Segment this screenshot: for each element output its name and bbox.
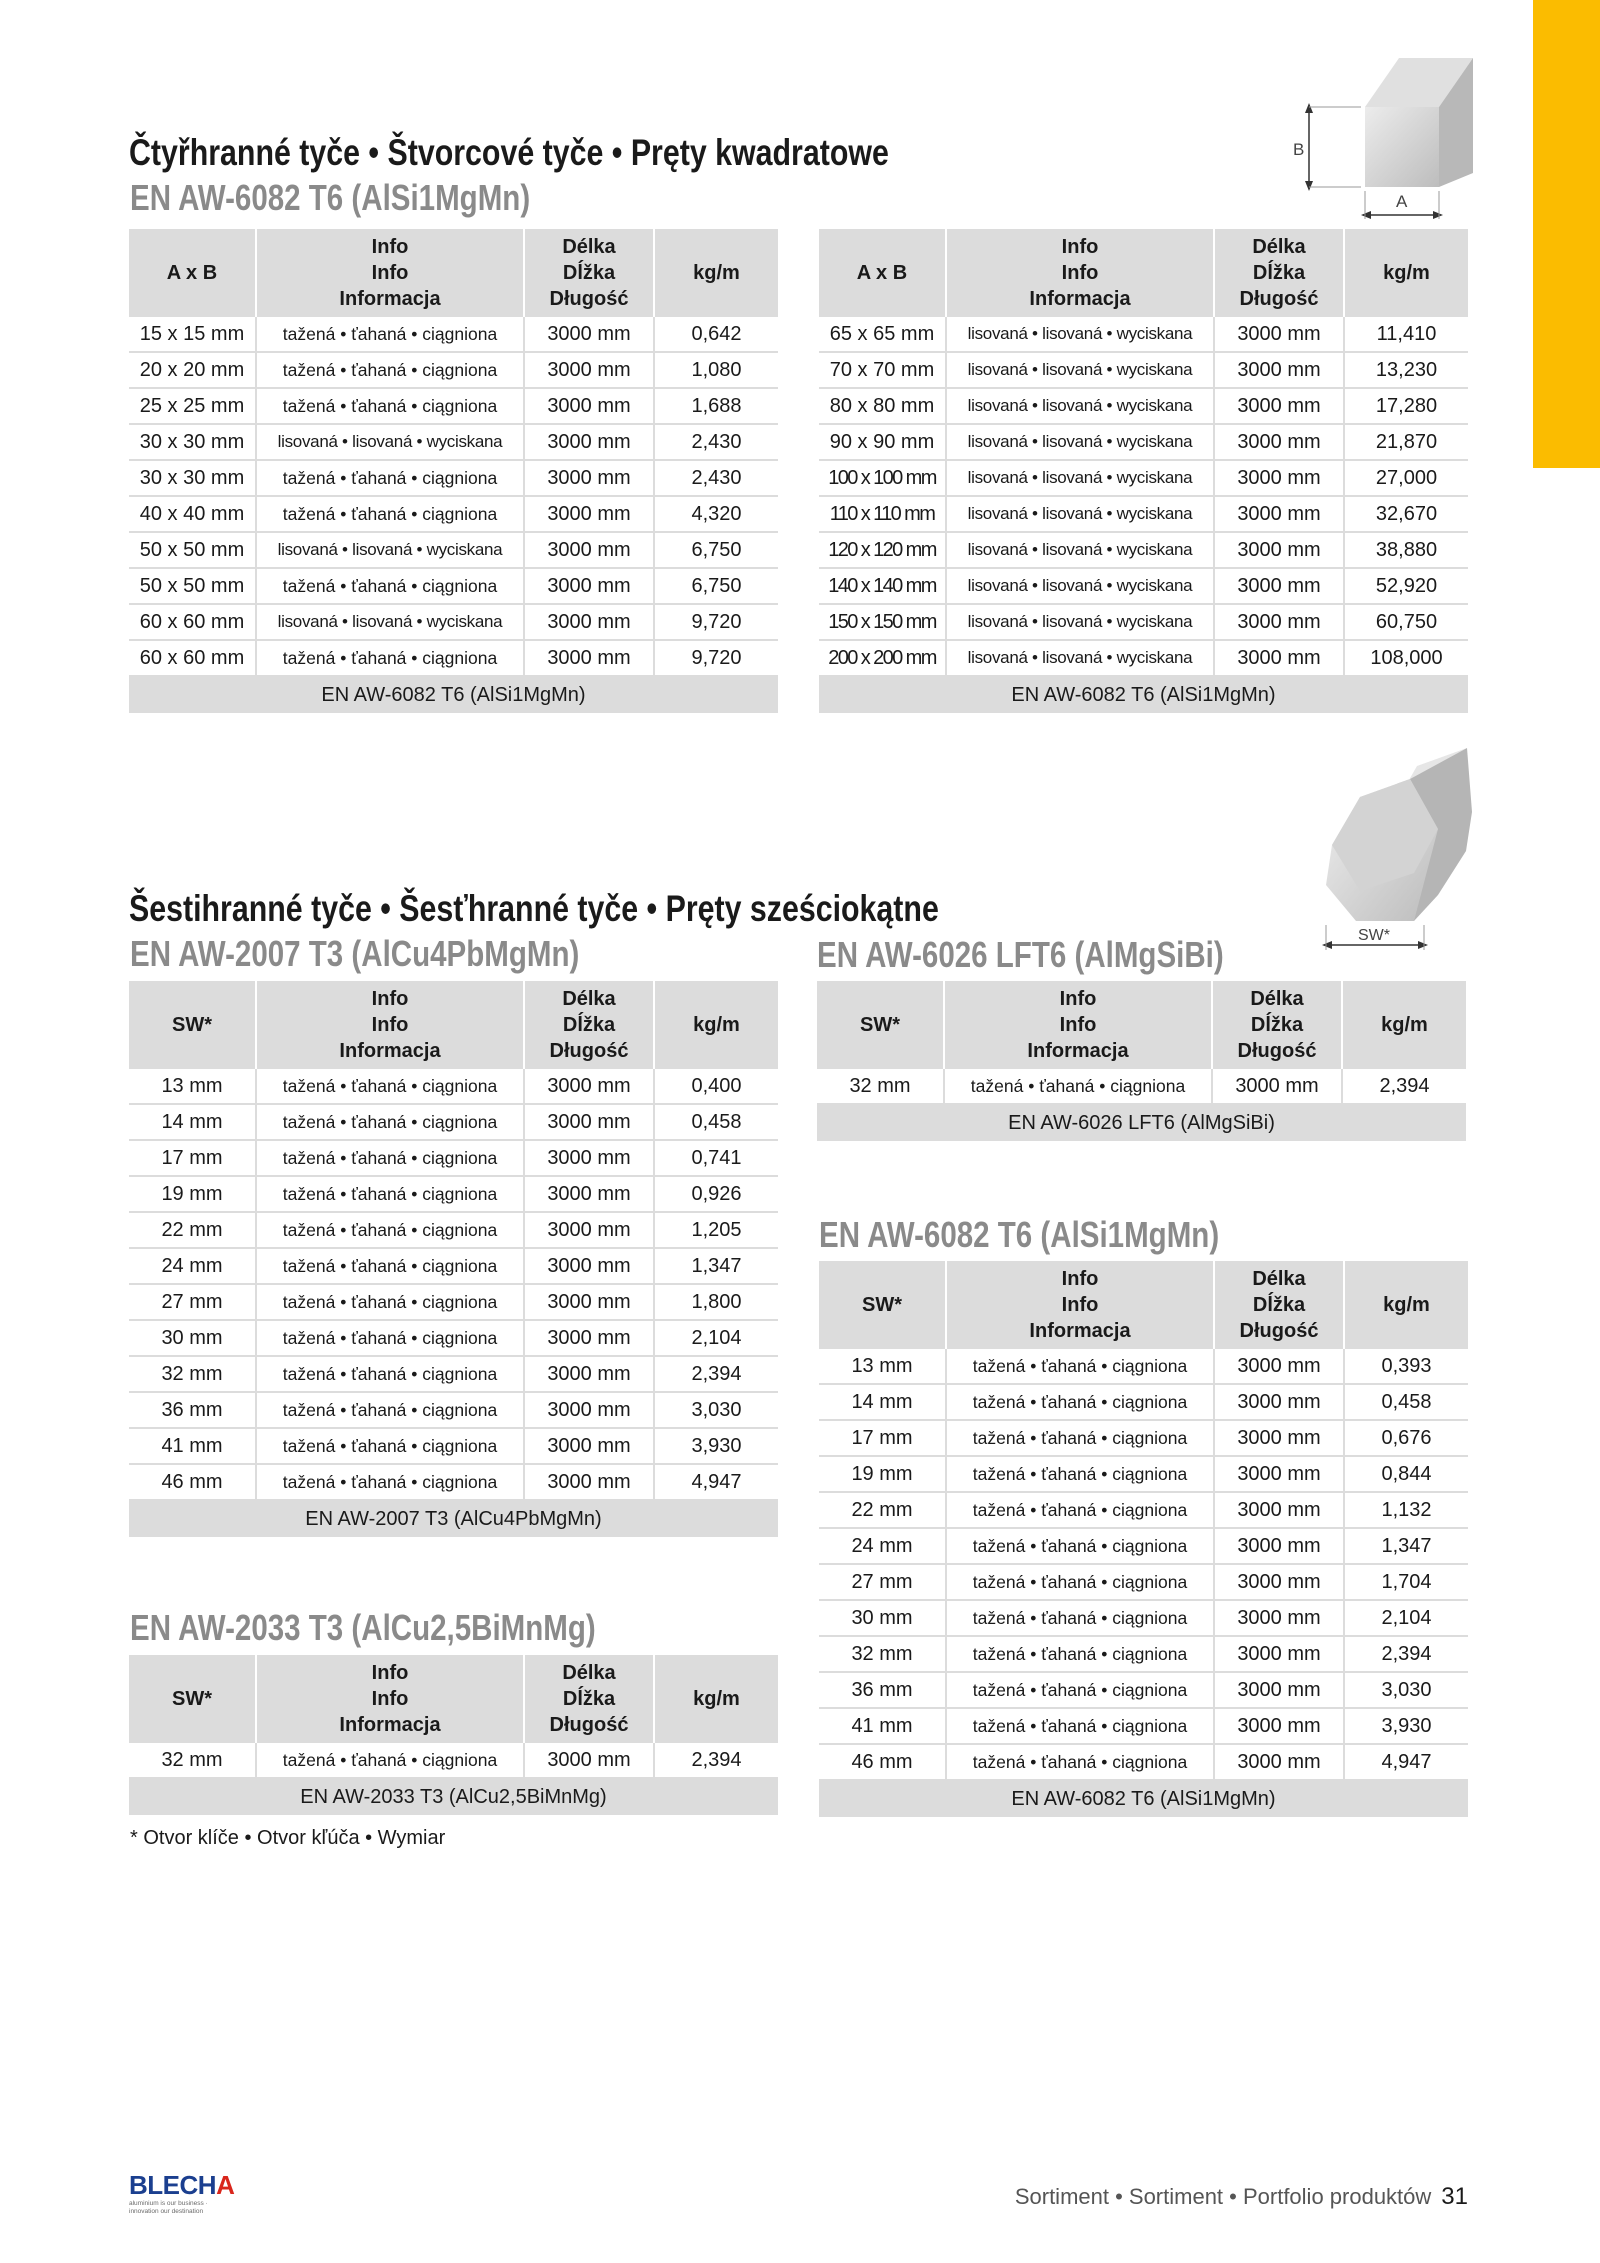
- cell-length: 3000 mm: [1212, 1069, 1342, 1104]
- cell-info: tažená • ťahaná • ciągniona: [946, 1672, 1214, 1708]
- hex-bar-illustration: [1320, 745, 1495, 955]
- cell-size: 100 x 100 mm: [819, 460, 946, 496]
- cell-size: 150 x 150 mm: [819, 604, 946, 640]
- cell-weight: 13,230: [1344, 352, 1468, 388]
- cell-size: 60 x 60 mm: [129, 604, 256, 640]
- table-row: [129, 1356, 778, 1392]
- footnote: * Otvor klíče • Otvor kľúča • Wymiar: [130, 1827, 446, 1849]
- table-row: [129, 424, 778, 460]
- cell-size: 30 x 30 mm: [129, 460, 256, 496]
- cell-size: 80 x 80 mm: [819, 388, 946, 424]
- cell-info: tažená • ťahaná • ciągniona: [256, 1464, 524, 1500]
- cell-size: 200 x 200 mm: [819, 640, 946, 676]
- cell-size: 46 mm: [129, 1464, 256, 1500]
- cell-info: tažená • ťahaná • ciągniona: [256, 460, 524, 496]
- table-row: [819, 388, 1468, 424]
- cell-size: 32 mm: [129, 1743, 256, 1778]
- cell-size: 90 x 90 mm: [819, 424, 946, 460]
- logo-wordmark: BLECHA: [129, 2170, 235, 2200]
- table-row: [129, 460, 778, 496]
- cell-weight: 2,104: [1344, 1600, 1468, 1636]
- footer-section-label: Sortiment • Sortiment • Portfolio produktów: [1014, 2184, 1432, 2209]
- cell-info: tažená • ťahaná • ciągniona: [256, 1212, 524, 1248]
- cell-size: 25 x 25 mm: [129, 388, 256, 424]
- cell-info: tažená • ťahaná • ciągniona: [946, 1600, 1214, 1636]
- table-body: [129, 1069, 778, 1500]
- cell-info: lisovaná • lisovaná • wyciskana: [946, 352, 1214, 388]
- table-row: [819, 1636, 1468, 1672]
- cell-size: 30 x 30 mm: [129, 424, 256, 460]
- cell-length: 3000 mm: [1214, 1456, 1344, 1492]
- table-body: [819, 317, 1468, 676]
- cell-length: 3000 mm: [1214, 604, 1344, 640]
- table-row: [129, 1176, 778, 1212]
- table-row: [129, 1428, 778, 1464]
- cell-info: lisovaná • lisovaná • wyciskana: [946, 604, 1214, 640]
- col-header-length: Délka Dĺžka Długość: [524, 1655, 654, 1743]
- cell-size: 36 mm: [819, 1672, 946, 1708]
- cell-length: 3000 mm: [1214, 532, 1344, 568]
- cell-info: tažená • ťahaná • ciągniona: [946, 1528, 1214, 1564]
- table-row: [819, 1564, 1468, 1600]
- cell-size: 32 mm: [129, 1356, 256, 1392]
- table-footer-alloy: EN AW-6026 LFT6 (AlMgSiBi): [817, 1104, 1466, 1141]
- square-section-title: Čtyřhranné tyče • Štvorcové tyče • Pręty kwadratowe: [129, 132, 889, 173]
- cell-length: 3000 mm: [1214, 568, 1344, 604]
- table-header-row: [819, 1261, 1468, 1349]
- cell-weight: 32,670: [1344, 496, 1468, 532]
- cell-length: 3000 mm: [1214, 424, 1344, 460]
- col-header-info: Info Info Informacja: [256, 1655, 524, 1743]
- cell-length: 3000 mm: [524, 352, 654, 388]
- cell-weight: 3,930: [654, 1428, 778, 1464]
- dimension-label-sw: SW*: [1358, 927, 1390, 944]
- square-bar-illustration: [1285, 55, 1485, 225]
- cell-weight: 1,704: [1344, 1564, 1468, 1600]
- cell-length: 3000 mm: [524, 1392, 654, 1428]
- cell-info: tažená • ťahaná • ciągniona: [256, 1320, 524, 1356]
- cell-size: 13 mm: [819, 1349, 946, 1384]
- table-row: [129, 388, 778, 424]
- cell-info: tažená • ťahaná • ciągniona: [946, 1384, 1214, 1420]
- cell-weight: 0,676: [1344, 1420, 1468, 1456]
- cell-info: lisovaná • lisovaná • wyciskana: [946, 460, 1214, 496]
- cell-length: 3000 mm: [1214, 640, 1344, 676]
- cell-weight: 4,320: [654, 496, 778, 532]
- cell-size: 46 mm: [819, 1744, 946, 1780]
- cell-weight: 3,030: [1344, 1672, 1468, 1708]
- cell-size: 140 x 140 mm: [819, 568, 946, 604]
- cell-size: 14 mm: [819, 1384, 946, 1420]
- col-header-info: Info Info Informacja: [256, 981, 524, 1069]
- col-header-info: Info Info Informacja: [946, 1261, 1214, 1349]
- hex-6082-subtitle: EN AW-6082 T6 (AlSi1MgMn): [819, 1214, 1220, 1255]
- cell-size: 36 mm: [129, 1392, 256, 1428]
- cell-size: 32 mm: [819, 1636, 946, 1672]
- cell-length: 3000 mm: [524, 1212, 654, 1248]
- table-row: [819, 640, 1468, 676]
- cell-size: 120 x 120 mm: [819, 532, 946, 568]
- cell-length: 3000 mm: [1214, 1528, 1344, 1564]
- cell-length: 3000 mm: [1214, 317, 1344, 352]
- cell-weight: 60,750: [1344, 604, 1468, 640]
- table-footer-alloy: EN AW-6082 T6 (AlSi1MgMn): [819, 1780, 1468, 1817]
- cell-info: tažená • ťahaná • ciągniona: [256, 352, 524, 388]
- table-row: [129, 604, 778, 640]
- cell-length: 3000 mm: [524, 1140, 654, 1176]
- col-header-size: SW*: [819, 1261, 946, 1349]
- col-header-size: SW*: [817, 981, 944, 1069]
- cell-size: 32 mm: [817, 1069, 944, 1104]
- cell-size: 70 x 70 mm: [819, 352, 946, 388]
- cell-info: tažená • ťahaná • ciągniona: [256, 1140, 524, 1176]
- cell-size: 13 mm: [129, 1069, 256, 1104]
- table-row: [129, 1212, 778, 1248]
- cell-weight: 0,458: [1344, 1384, 1468, 1420]
- cell-weight: 3,030: [654, 1392, 778, 1428]
- cell-weight: 1,347: [654, 1248, 778, 1284]
- cell-info: lisovaná • lisovaná • wyciskana: [256, 424, 524, 460]
- table-row: [819, 1456, 1468, 1492]
- cell-weight: 108,000: [1344, 640, 1468, 676]
- table-row: [819, 317, 1468, 352]
- hex-2033-table: [129, 1655, 778, 1815]
- table-footer-alloy: EN AW-2033 T3 (AlCu2,5BiMnMg): [129, 1778, 778, 1815]
- cell-size: 41 mm: [129, 1428, 256, 1464]
- cell-info: tažená • ťahaná • ciągniona: [256, 1104, 524, 1140]
- cell-length: 3000 mm: [524, 496, 654, 532]
- cell-weight: 9,720: [654, 640, 778, 676]
- cell-length: 3000 mm: [1214, 1744, 1344, 1780]
- cell-info: lisovaná • lisovaná • wyciskana: [256, 604, 524, 640]
- table-row: [129, 1464, 778, 1500]
- cell-info: tažená • ťahaná • ciągniona: [256, 388, 524, 424]
- table-body: [129, 317, 778, 676]
- company-logo: [129, 2172, 239, 2216]
- cell-info: lisovaná • lisovaná • wyciskana: [946, 317, 1214, 352]
- cell-length: 3000 mm: [1214, 388, 1344, 424]
- cell-size: 20 x 20 mm: [129, 352, 256, 388]
- cell-info: tažená • ťahaná • ciągniona: [946, 1456, 1214, 1492]
- cell-weight: 9,720: [654, 604, 778, 640]
- table-row: [819, 424, 1468, 460]
- cell-length: 3000 mm: [1214, 1600, 1344, 1636]
- cell-length: 3000 mm: [1214, 1420, 1344, 1456]
- cell-weight: 52,920: [1344, 568, 1468, 604]
- cell-weight: 3,930: [1344, 1708, 1468, 1744]
- cell-weight: 6,750: [654, 532, 778, 568]
- cell-info: tažená • ťahaná • ciągniona: [256, 1248, 524, 1284]
- cell-length: 3000 mm: [524, 1464, 654, 1500]
- cell-weight: 0,926: [654, 1176, 778, 1212]
- cell-length: 3000 mm: [1214, 1672, 1344, 1708]
- table-body: [817, 1069, 1466, 1104]
- cell-size: 65 x 65 mm: [819, 317, 946, 352]
- cell-length: 3000 mm: [1214, 1492, 1344, 1528]
- cell-info: tažená • ťahaná • ciągniona: [256, 496, 524, 532]
- cell-weight: 1,347: [1344, 1528, 1468, 1564]
- cell-info: tažená • ťahaná • ciągniona: [256, 568, 524, 604]
- cell-length: 3000 mm: [1214, 352, 1344, 388]
- cell-length: 3000 mm: [524, 424, 654, 460]
- table-row: [819, 604, 1468, 640]
- cell-weight: 6,750: [654, 568, 778, 604]
- col-header-weight: kg/m: [1344, 229, 1468, 317]
- dimension-label-b: B: [1293, 140, 1305, 159]
- cell-size: 22 mm: [129, 1212, 256, 1248]
- table-row: [129, 568, 778, 604]
- table-row: [819, 568, 1468, 604]
- cell-length: 3000 mm: [524, 1743, 654, 1778]
- table-row: [819, 1708, 1468, 1744]
- cell-length: 3000 mm: [524, 1176, 654, 1212]
- cell-info: tažená • ťahaná • ciągniona: [256, 1176, 524, 1212]
- cell-weight: 2,104: [654, 1320, 778, 1356]
- table-row: [129, 640, 778, 676]
- cell-length: 3000 mm: [524, 1248, 654, 1284]
- table-row: [817, 1069, 1466, 1104]
- cell-size: 14 mm: [129, 1104, 256, 1140]
- cell-weight: 27,000: [1344, 460, 1468, 496]
- cell-info: lisovaná • lisovaná • wyciskana: [946, 640, 1214, 676]
- square-section-subtitle: EN AW-6082 T6 (AlSi1MgMn): [130, 177, 531, 218]
- table-row: [819, 460, 1468, 496]
- cell-length: 3000 mm: [524, 640, 654, 676]
- cell-info: lisovaná • lisovaná • wyciskana: [946, 532, 1214, 568]
- table-row: [819, 1600, 1468, 1636]
- cell-size: 110 x 110 mm: [819, 496, 946, 532]
- cell-info: lisovaná • lisovaná • wyciskana: [946, 424, 1214, 460]
- cell-size: 27 mm: [129, 1284, 256, 1320]
- table-row: [129, 496, 778, 532]
- cell-info: lisovaná • lisovaná • wyciskana: [946, 568, 1214, 604]
- col-header-size: A x B: [819, 229, 946, 317]
- hex-2007-table: [129, 981, 778, 1537]
- table-row: [129, 317, 778, 352]
- cell-size: 30 mm: [819, 1600, 946, 1636]
- cell-length: 3000 mm: [524, 388, 654, 424]
- cell-weight: 38,880: [1344, 532, 1468, 568]
- cell-length: 3000 mm: [524, 1104, 654, 1140]
- cell-info: tažená • ťahaná • ciągniona: [256, 1284, 524, 1320]
- col-header-info: Info Info Informacja: [944, 981, 1212, 1069]
- table-row: [819, 1528, 1468, 1564]
- cell-weight: 0,844: [1344, 1456, 1468, 1492]
- cell-size: 50 x 50 mm: [129, 568, 256, 604]
- dimension-label-a: A: [1396, 192, 1408, 211]
- cell-weight: 2,394: [654, 1743, 778, 1778]
- table-row: [819, 1349, 1468, 1384]
- table-row: [819, 352, 1468, 388]
- cell-weight: 1,800: [654, 1284, 778, 1320]
- page-number: 31: [1441, 2183, 1468, 2210]
- col-header-weight: kg/m: [654, 981, 778, 1069]
- cell-weight: 2,394: [1342, 1069, 1466, 1104]
- cell-length: 3000 mm: [1214, 1564, 1344, 1600]
- col-header-size: SW*: [129, 1655, 256, 1743]
- table-row: [129, 1248, 778, 1284]
- cell-weight: 1,132: [1344, 1492, 1468, 1528]
- col-header-weight: kg/m: [654, 1655, 778, 1743]
- col-header-info: Info Info Informacja: [256, 229, 524, 317]
- cell-info: tažená • ťahaná • ciągniona: [944, 1069, 1212, 1104]
- col-header-size: A x B: [129, 229, 256, 317]
- table-row: [819, 1420, 1468, 1456]
- cell-info: tažená • ťahaná • ciągniona: [256, 317, 524, 352]
- col-header-info: Info Info Informacja: [946, 229, 1214, 317]
- cell-info: tažená • ťahaná • ciągniona: [256, 1069, 524, 1104]
- hex-section-title: Šestihranné tyče • Šesťhranné tyče • Pręty sześciokątne: [129, 888, 939, 929]
- cell-length: 3000 mm: [524, 1284, 654, 1320]
- table-header-row: [817, 981, 1466, 1069]
- table-row: [129, 1069, 778, 1104]
- cell-info: tažená • ťahaná • ciągniona: [256, 1392, 524, 1428]
- table-header-row: [819, 229, 1468, 317]
- col-header-size: SW*: [129, 981, 256, 1069]
- cell-size: 60 x 60 mm: [129, 640, 256, 676]
- table-header-row: [129, 981, 778, 1069]
- cell-size: 50 x 50 mm: [129, 532, 256, 568]
- cell-info: lisovaná • lisovaná • wyciskana: [946, 496, 1214, 532]
- table-row: [129, 352, 778, 388]
- cell-weight: 0,741: [654, 1140, 778, 1176]
- cell-info: tažená • ťahaná • ciągniona: [256, 1356, 524, 1392]
- logo-tagline: aluminium is our business · innovation our destination: [129, 2200, 208, 2215]
- col-header-length: Délka Dĺžka Długość: [524, 229, 654, 317]
- table-row: [819, 532, 1468, 568]
- cell-length: 3000 mm: [1214, 1708, 1344, 1744]
- cell-info: tažená • ťahaná • ciągniona: [256, 640, 524, 676]
- cell-weight: 0,642: [654, 317, 778, 352]
- cell-length: 3000 mm: [524, 1356, 654, 1392]
- cell-info: tažená • ťahaná • ciągniona: [256, 1743, 524, 1778]
- cell-weight: 4,947: [654, 1464, 778, 1500]
- cell-weight: 17,280: [1344, 388, 1468, 424]
- cell-weight: 4,947: [1344, 1744, 1468, 1780]
- cell-weight: 1,080: [654, 352, 778, 388]
- cell-length: 3000 mm: [524, 532, 654, 568]
- cell-length: 3000 mm: [1214, 460, 1344, 496]
- cell-weight: 2,394: [654, 1356, 778, 1392]
- cell-info: tažená • ťahaná • ciągniona: [256, 1428, 524, 1464]
- cell-length: 3000 mm: [524, 1428, 654, 1464]
- section-color-tab: [1533, 0, 1600, 468]
- hex-2007-subtitle: EN AW-2007 T3 (AlCu4PbMgMn): [130, 933, 580, 974]
- cell-length: 3000 mm: [524, 317, 654, 352]
- cell-length: 3000 mm: [1214, 1349, 1344, 1384]
- cell-length: 3000 mm: [524, 1320, 654, 1356]
- square-table-right: [819, 229, 1468, 713]
- hex-6026-table: [817, 981, 1466, 1141]
- table-row: [819, 1744, 1468, 1780]
- cell-size: 40 x 40 mm: [129, 496, 256, 532]
- hex-2033-subtitle: EN AW-2033 T3 (AlCu2,5BiMnMg): [130, 1607, 596, 1648]
- table-header-row: [129, 1655, 778, 1743]
- table-body: [129, 1743, 778, 1778]
- cell-length: 3000 mm: [524, 1069, 654, 1104]
- cell-size: 24 mm: [129, 1248, 256, 1284]
- cell-info: tažená • ťahaná • ciągniona: [946, 1420, 1214, 1456]
- table-footer-alloy: EN AW-6082 T6 (AlSi1MgMn): [129, 676, 778, 713]
- cell-info: tažená • ťahaná • ciągniona: [946, 1492, 1214, 1528]
- hex-6082-table: [819, 1261, 1468, 1817]
- cell-info: tažená • ťahaná • ciągniona: [946, 1636, 1214, 1672]
- col-header-weight: kg/m: [1342, 981, 1466, 1069]
- table-row: [819, 1672, 1468, 1708]
- table-row: [129, 1320, 778, 1356]
- col-header-length: Délka Dĺžka Długość: [1214, 229, 1344, 317]
- cell-weight: 0,393: [1344, 1349, 1468, 1384]
- cell-weight: 1,688: [654, 388, 778, 424]
- cell-length: 3000 mm: [524, 568, 654, 604]
- col-header-length: Délka Dĺžka Długość: [1212, 981, 1342, 1069]
- table-row: [819, 496, 1468, 532]
- cell-size: 19 mm: [819, 1456, 946, 1492]
- page-footer: [1015, 2183, 1468, 2211]
- cell-size: 22 mm: [819, 1492, 946, 1528]
- cell-length: 3000 mm: [524, 604, 654, 640]
- cell-size: 19 mm: [129, 1176, 256, 1212]
- cell-length: 3000 mm: [1214, 496, 1344, 532]
- table-row: [129, 532, 778, 568]
- cell-weight: 2,430: [654, 424, 778, 460]
- table-row: [129, 1284, 778, 1320]
- cell-length: 3000 mm: [1214, 1636, 1344, 1672]
- cell-info: lisovaná • lisovaná • wyciskana: [946, 388, 1214, 424]
- table-row: [819, 1492, 1468, 1528]
- cell-length: 3000 mm: [1214, 1384, 1344, 1420]
- cell-weight: 21,870: [1344, 424, 1468, 460]
- cell-size: 27 mm: [819, 1564, 946, 1600]
- hex-6026-subtitle: EN AW-6026 LFT6 (AlMgSiBi): [817, 934, 1224, 975]
- cell-info: tažená • ťahaná • ciągniona: [946, 1349, 1214, 1384]
- cell-size: 17 mm: [819, 1420, 946, 1456]
- table-row: [129, 1392, 778, 1428]
- col-header-length: Délka Dĺžka Długość: [1214, 1261, 1344, 1349]
- table-row: [129, 1743, 778, 1778]
- square-table-left: [129, 229, 778, 713]
- table-footer-alloy: EN AW-2007 T3 (AlCu4PbMgMn): [129, 1500, 778, 1537]
- cell-size: 30 mm: [129, 1320, 256, 1356]
- col-header-weight: kg/m: [654, 229, 778, 317]
- table-footer-alloy: EN AW-6082 T6 (AlSi1MgMn): [819, 676, 1468, 713]
- cell-length: 3000 mm: [524, 460, 654, 496]
- table-header-row: [129, 229, 778, 317]
- cell-info: lisovaná • lisovaná • wyciskana: [256, 532, 524, 568]
- cell-weight: 2,430: [654, 460, 778, 496]
- col-header-length: Délka Dĺžka Długość: [524, 981, 654, 1069]
- cell-weight: 1,205: [654, 1212, 778, 1248]
- table-row: [819, 1384, 1468, 1420]
- cell-weight: 11,410: [1344, 317, 1468, 352]
- col-header-weight: kg/m: [1344, 1261, 1468, 1349]
- cell-weight: 0,400: [654, 1069, 778, 1104]
- cell-info: tažená • ťahaná • ciągniona: [946, 1744, 1214, 1780]
- cell-size: 24 mm: [819, 1528, 946, 1564]
- cell-info: tažená • ťahaná • ciągniona: [946, 1564, 1214, 1600]
- table-row: [129, 1104, 778, 1140]
- cell-weight: 0,458: [654, 1104, 778, 1140]
- cell-size: 17 mm: [129, 1140, 256, 1176]
- cell-size: 41 mm: [819, 1708, 946, 1744]
- table-row: [129, 1140, 778, 1176]
- cell-size: 15 x 15 mm: [129, 317, 256, 352]
- table-body: [819, 1349, 1468, 1780]
- cell-weight: 2,394: [1344, 1636, 1468, 1672]
- cell-info: tažená • ťahaná • ciągniona: [946, 1708, 1214, 1744]
